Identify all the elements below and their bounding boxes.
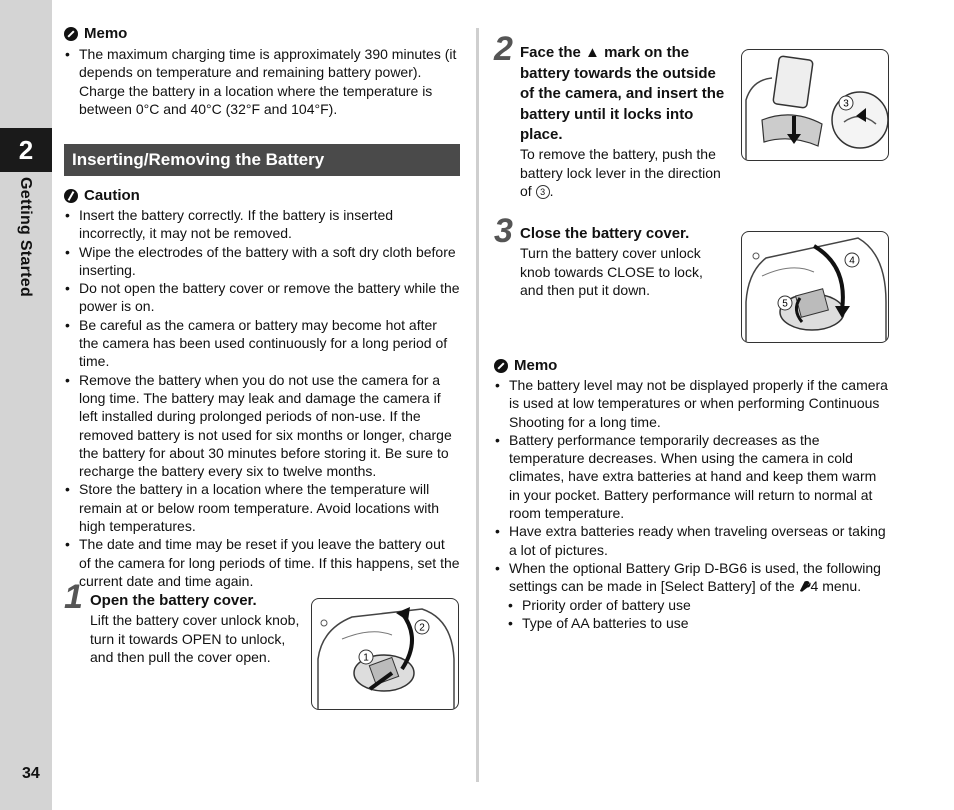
menu-number: 4: [810, 578, 819, 595]
list-item: • The maximum charging time is approximately 390 minutes (it depends on temperature and remaining battery power). Charge the battery in a location where the temperature is between 0°C and 40°C (32°F and 104°F).: [64, 45, 460, 118]
step-title: [520, 43, 732, 146]
column-divider: [476, 28, 479, 782]
marker-1: 1: [363, 652, 369, 664]
list-item: • Be careful as the camera or battery may become hot after the camera has been used continuously for a long period of time.: [64, 316, 460, 371]
list-item: • Have extra batteries ready when traveling overseas or taking a lot of pictures.: [494, 522, 888, 559]
list-item: • Battery performance temporarily decreases as the temperature decreases. When using the camera in cold climates, have extra batteries at hand and keep them warm in your pocket. Battery performance will return to normal at room temperature.: [494, 431, 888, 522]
section-title: Inserting/Removing the Battery: [64, 144, 460, 176]
direction-marker: 3: [536, 185, 550, 199]
camera-battery-drawing: [742, 50, 888, 160]
illustration-open-cover: [311, 598, 459, 710]
camera-bottom-drawing: [312, 599, 458, 709]
list-item: • The date and time may be reset if you leave the battery out of the camera for long periods of time. If this happens, set the current date and time again.: [64, 535, 460, 590]
triangle-mark-icon: ▲: [585, 44, 600, 61]
memo-list-top: [64, 45, 460, 118]
list-item: • Wipe the electrodes of the battery with a soft dry cloth before inserting.: [64, 243, 460, 280]
list-item: • Store the battery in a location where the temperature will remain at or below room temperature. Avoid locations with high temperatures.: [64, 480, 460, 535]
sub-list-item: • Type of AA batteries to use: [494, 614, 888, 632]
wrench-icon: [799, 580, 811, 592]
camera-close-drawing: [742, 232, 888, 342]
chapter-number: 2: [0, 128, 52, 172]
list-item: • The battery level may not be displayed properly if the camera is used at low temperatures or when performing Continuous Shooting for a long time.: [494, 376, 888, 431]
step-number: 2: [494, 30, 513, 68]
step-text: Turn the battery cover unlock knob towards CLOSE to lock, and then put it down.: [520, 245, 703, 298]
step-title: Open the battery cover.: [90, 592, 257, 609]
memo-heading-bottom: [494, 357, 557, 374]
caution-heading: [64, 187, 140, 204]
list-item: • Do not open the battery cover or remove the battery while the power is on.: [64, 279, 460, 316]
step-number: 1: [64, 578, 83, 616]
memo-heading-top: [64, 25, 127, 42]
step-text: [520, 145, 732, 201]
step-title: Close the battery cover.: [520, 225, 690, 242]
memo-list-bottom: [494, 376, 888, 596]
list-item-text: menu.: [822, 578, 862, 595]
chapter-sidebar: [0, 0, 52, 810]
list-item: [494, 559, 888, 596]
marker-5: 5: [782, 298, 788, 310]
illustration-insert-battery: [741, 49, 889, 161]
chapter-title: Getting Started: [17, 177, 34, 298]
sub-list-item: • Priority order of battery use: [494, 596, 888, 614]
memo-title: Memo: [84, 25, 128, 42]
marker-3: 3: [843, 98, 849, 110]
memo-pencil-icon: [64, 27, 78, 41]
caution-icon: [64, 189, 78, 203]
memo-pencil-icon: [494, 359, 508, 373]
caution-list: [64, 206, 460, 590]
step-text-part: .: [549, 183, 554, 199]
list-item: • Remove the battery when you do not use the camera for a long time. The battery may leak and damage the camera if left installed during prolonged periods of non-use. If the removed battery is not used for six months or longer, charge the battery for about 30 minutes before storing it. Be sure to recharge the battery every six to twelve months.: [64, 371, 460, 481]
step-number: 3: [494, 212, 513, 250]
step-title-part: Face the: [520, 44, 581, 61]
illustration-close-cover: [741, 231, 889, 343]
marker-4: 4: [849, 255, 855, 267]
list-item-text: When the optional Battery Grip D-BG6 is used, the following settings can be made in [Select Battery] of the: [509, 559, 881, 595]
memo-title: Memo: [514, 357, 558, 374]
page-number: 34: [22, 765, 40, 782]
step-text-part: To remove the battery, push the battery lock lever in the direction of: [520, 146, 721, 199]
grip-sub-list: [494, 596, 888, 633]
caution-title: Caution: [84, 187, 140, 204]
marker-2: 2: [419, 622, 425, 634]
step-title-part: mark on the battery towards the outside of the camera, and insert the battery until it locks into place.: [520, 44, 725, 143]
step-text: Lift the battery cover unlock knob, turn it towards OPEN to unlock, and then pull the cover open.: [90, 612, 300, 665]
list-item: • Insert the battery correctly. If the battery is inserted incorrectly, it may not be removed.: [64, 206, 460, 243]
